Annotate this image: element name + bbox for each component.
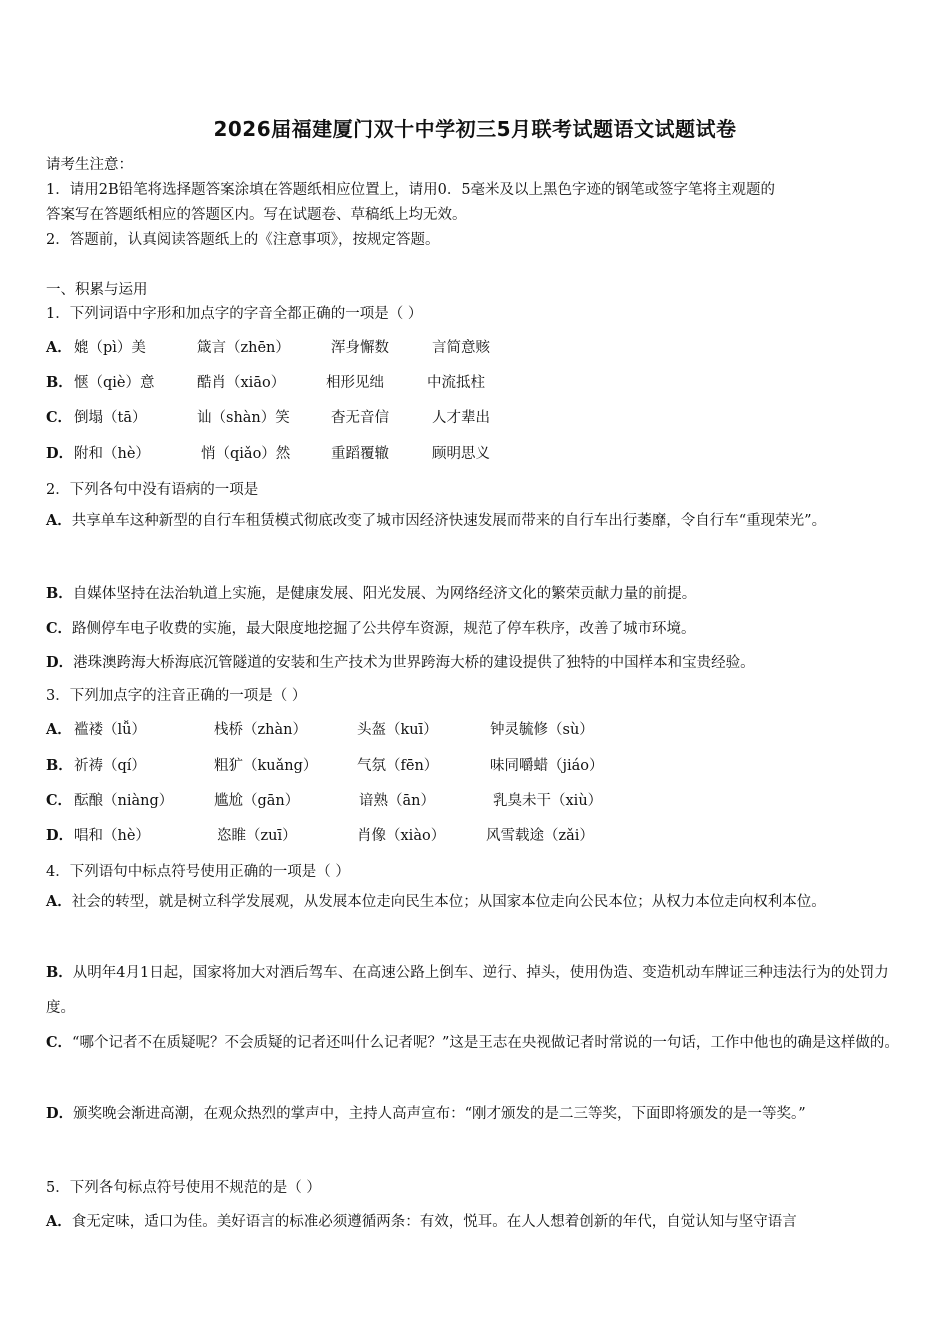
- option-label: B．: [46, 374, 73, 391]
- option-item: 头盔（kuī）: [357, 722, 438, 738]
- option-item: 相形见绌: [326, 375, 384, 391]
- option-item: 祈祷（qí）: [74, 758, 146, 774]
- question-5-stem: 5．下列各句标点符号使用不规范的是（ ）: [46, 1180, 321, 1196]
- option-item: 中流抵柱: [427, 375, 485, 391]
- option-label: D．: [46, 827, 74, 844]
- option-label: C．: [46, 1034, 73, 1051]
- option-item: 附和（hè）: [74, 446, 150, 462]
- option-item: 气氛（fēn）: [357, 758, 439, 774]
- option-item: 酷肖（xiāo）: [197, 375, 286, 391]
- option-item: 酝酿（niàng）: [74, 793, 174, 809]
- option-item: 杳无音信: [331, 410, 389, 426]
- notice-item-2: 2．答题前，认真阅读答题纸上的《注意事项》，按规定答题。: [46, 232, 440, 248]
- question-4-option-a: [46, 884, 908, 920]
- question-4-option-b: [46, 955, 908, 1026]
- option-item: 顾明思义: [432, 446, 490, 462]
- option-text: 自媒体坚持在法治轨道上实施，是健康发展、阳光发展、为网络经济文化的繁荣贡献力量的前提。: [72, 586, 697, 602]
- option-label: D．: [46, 445, 74, 462]
- question-4-stem: 4．下列语句中标点符号使用正确的一项是（ ）: [46, 864, 350, 880]
- option-text: 颁奖晚会渐进高潮，在观众热烈的掌声中，主持人高声宣布：“刚才颁发的是二三等奖，下面即将颁发的是一等奖。”: [73, 1106, 806, 1122]
- option-item: 褴褛（lǚ）: [74, 722, 146, 738]
- option-item: 乳臭未干（xiù）: [493, 793, 603, 809]
- option-text: 路侧停车电子收费的实施，最大限度地挖掘了公共停车资源，规范了停车秩序，改善了城市环境。: [72, 621, 696, 637]
- option-item: 恣睢（zuī）: [217, 828, 297, 844]
- notice-item-1-line-2: 答案写在答题纸相应的答题区内。写在试题卷、草稿纸上均无效。: [46, 207, 467, 223]
- option-item: 肖像（xiào）: [357, 828, 446, 844]
- page-title: 2026届福建厦门双十中学初三5月联考试题语文试题试卷: [213, 117, 737, 141]
- option-item: 风雪载途（zǎi）: [486, 828, 594, 844]
- option-label: D．: [46, 1105, 74, 1122]
- option-text: “哪个记者不在质疑呢？不会质疑的记者还叫什么记者呢？”这是王志在央视做记者时常说的一句话，工作中他也的确是这样做的。: [72, 1035, 899, 1051]
- option-item: 尴尬（gān）: [214, 793, 300, 809]
- option-item: 言简意赅: [432, 340, 490, 356]
- option-item: 箴言（zhēn）: [197, 340, 290, 356]
- option-text: 社会的转型，就是树立科学发展观，从发展本位走向民生本位；从国家本位走向公民本位；从权力本位走向权利本位。: [71, 894, 826, 910]
- option-item: 悄（qiǎo）然: [201, 446, 291, 462]
- option-item: 讪（shàn）笑: [197, 410, 290, 426]
- option-label: A．: [46, 1213, 72, 1230]
- option-item: 浑身懈数: [331, 340, 389, 356]
- option-item: 唱和（hè）: [74, 828, 150, 844]
- question-2-stem: 2．下列各句中没有语病的一项是: [46, 482, 259, 498]
- option-label: B．: [46, 585, 73, 602]
- question-1-stem: 1．下列词语中字形和加点字的字音全都正确的一项是（ ）: [46, 306, 423, 322]
- option-label: D．: [46, 654, 74, 671]
- notice-heading: 请考生注意：: [46, 157, 133, 173]
- option-item: 谙熟（ān）: [359, 793, 435, 809]
- option-text: 食无定味，适口为佳。美好语言的标准必须遵循两条：有效，悦耳。在人人想着创新的年代，自觉认知与坚守语言: [71, 1214, 797, 1230]
- question-3-stem: 3．下列加点字的注音正确的一项是（ ）: [46, 688, 307, 704]
- option-item: 媲（pì）美: [74, 340, 146, 356]
- option-text: 共享单车这种新型的自行车租赁模式彻底改变了城市因经济快速发展而带来的自行车出行萎靡，令自行车“重现荣光”。: [71, 513, 827, 529]
- question-2-option-d: [46, 651, 755, 672]
- question-5-option-a: [46, 1210, 797, 1231]
- option-item: 人才辈出: [432, 410, 490, 426]
- question-2-option-a: [46, 503, 908, 539]
- option-item: 栈桥（zhàn）: [214, 722, 307, 738]
- option-item: 味同嚼蜡（jiáo）: [490, 758, 604, 774]
- question-4-option-c: [46, 1025, 908, 1061]
- option-label: B．: [46, 964, 73, 981]
- option-item: 倒塌（tā）: [74, 410, 147, 426]
- option-label: A．: [46, 339, 72, 356]
- option-item: 钟灵毓修（sù）: [490, 722, 594, 738]
- option-label: C．: [46, 409, 73, 426]
- option-label: C．: [46, 620, 73, 637]
- option-item: 重蹈覆辙: [331, 446, 389, 462]
- option-item: 惬（qiè）意: [74, 375, 155, 391]
- question-4-option-d: [46, 1096, 908, 1132]
- option-label: B．: [46, 757, 73, 774]
- option-label: A．: [46, 512, 72, 529]
- question-2-option-c: [46, 617, 696, 638]
- option-text: 从明年4月1日起，国家将加大对酒后驾车、在高速公路上倒车、逆行、掉头，使用伪造、变造机动车牌证三种违法行为的处罚力度。: [46, 965, 889, 1016]
- option-item: 粗犷（kuǎng）: [214, 758, 318, 774]
- option-label: C．: [46, 792, 73, 809]
- question-2-option-b: [46, 582, 696, 603]
- notice-item-1-line-1: 1．请用2B铅笔将选择题答案涂填在答题纸相应位置上，请用0．5毫米及以上黑色字迹的钢笔或签字笔将主观题的: [46, 182, 776, 198]
- option-text: 港珠澳跨海大桥海底沉管隧道的安装和生产技术为世界跨海大桥的建设提供了独特的中国样本和宝贵经验。: [73, 655, 755, 671]
- option-label: A．: [46, 893, 72, 910]
- option-label: A．: [46, 721, 72, 738]
- section-heading: 一、积累与运用: [46, 282, 148, 298]
